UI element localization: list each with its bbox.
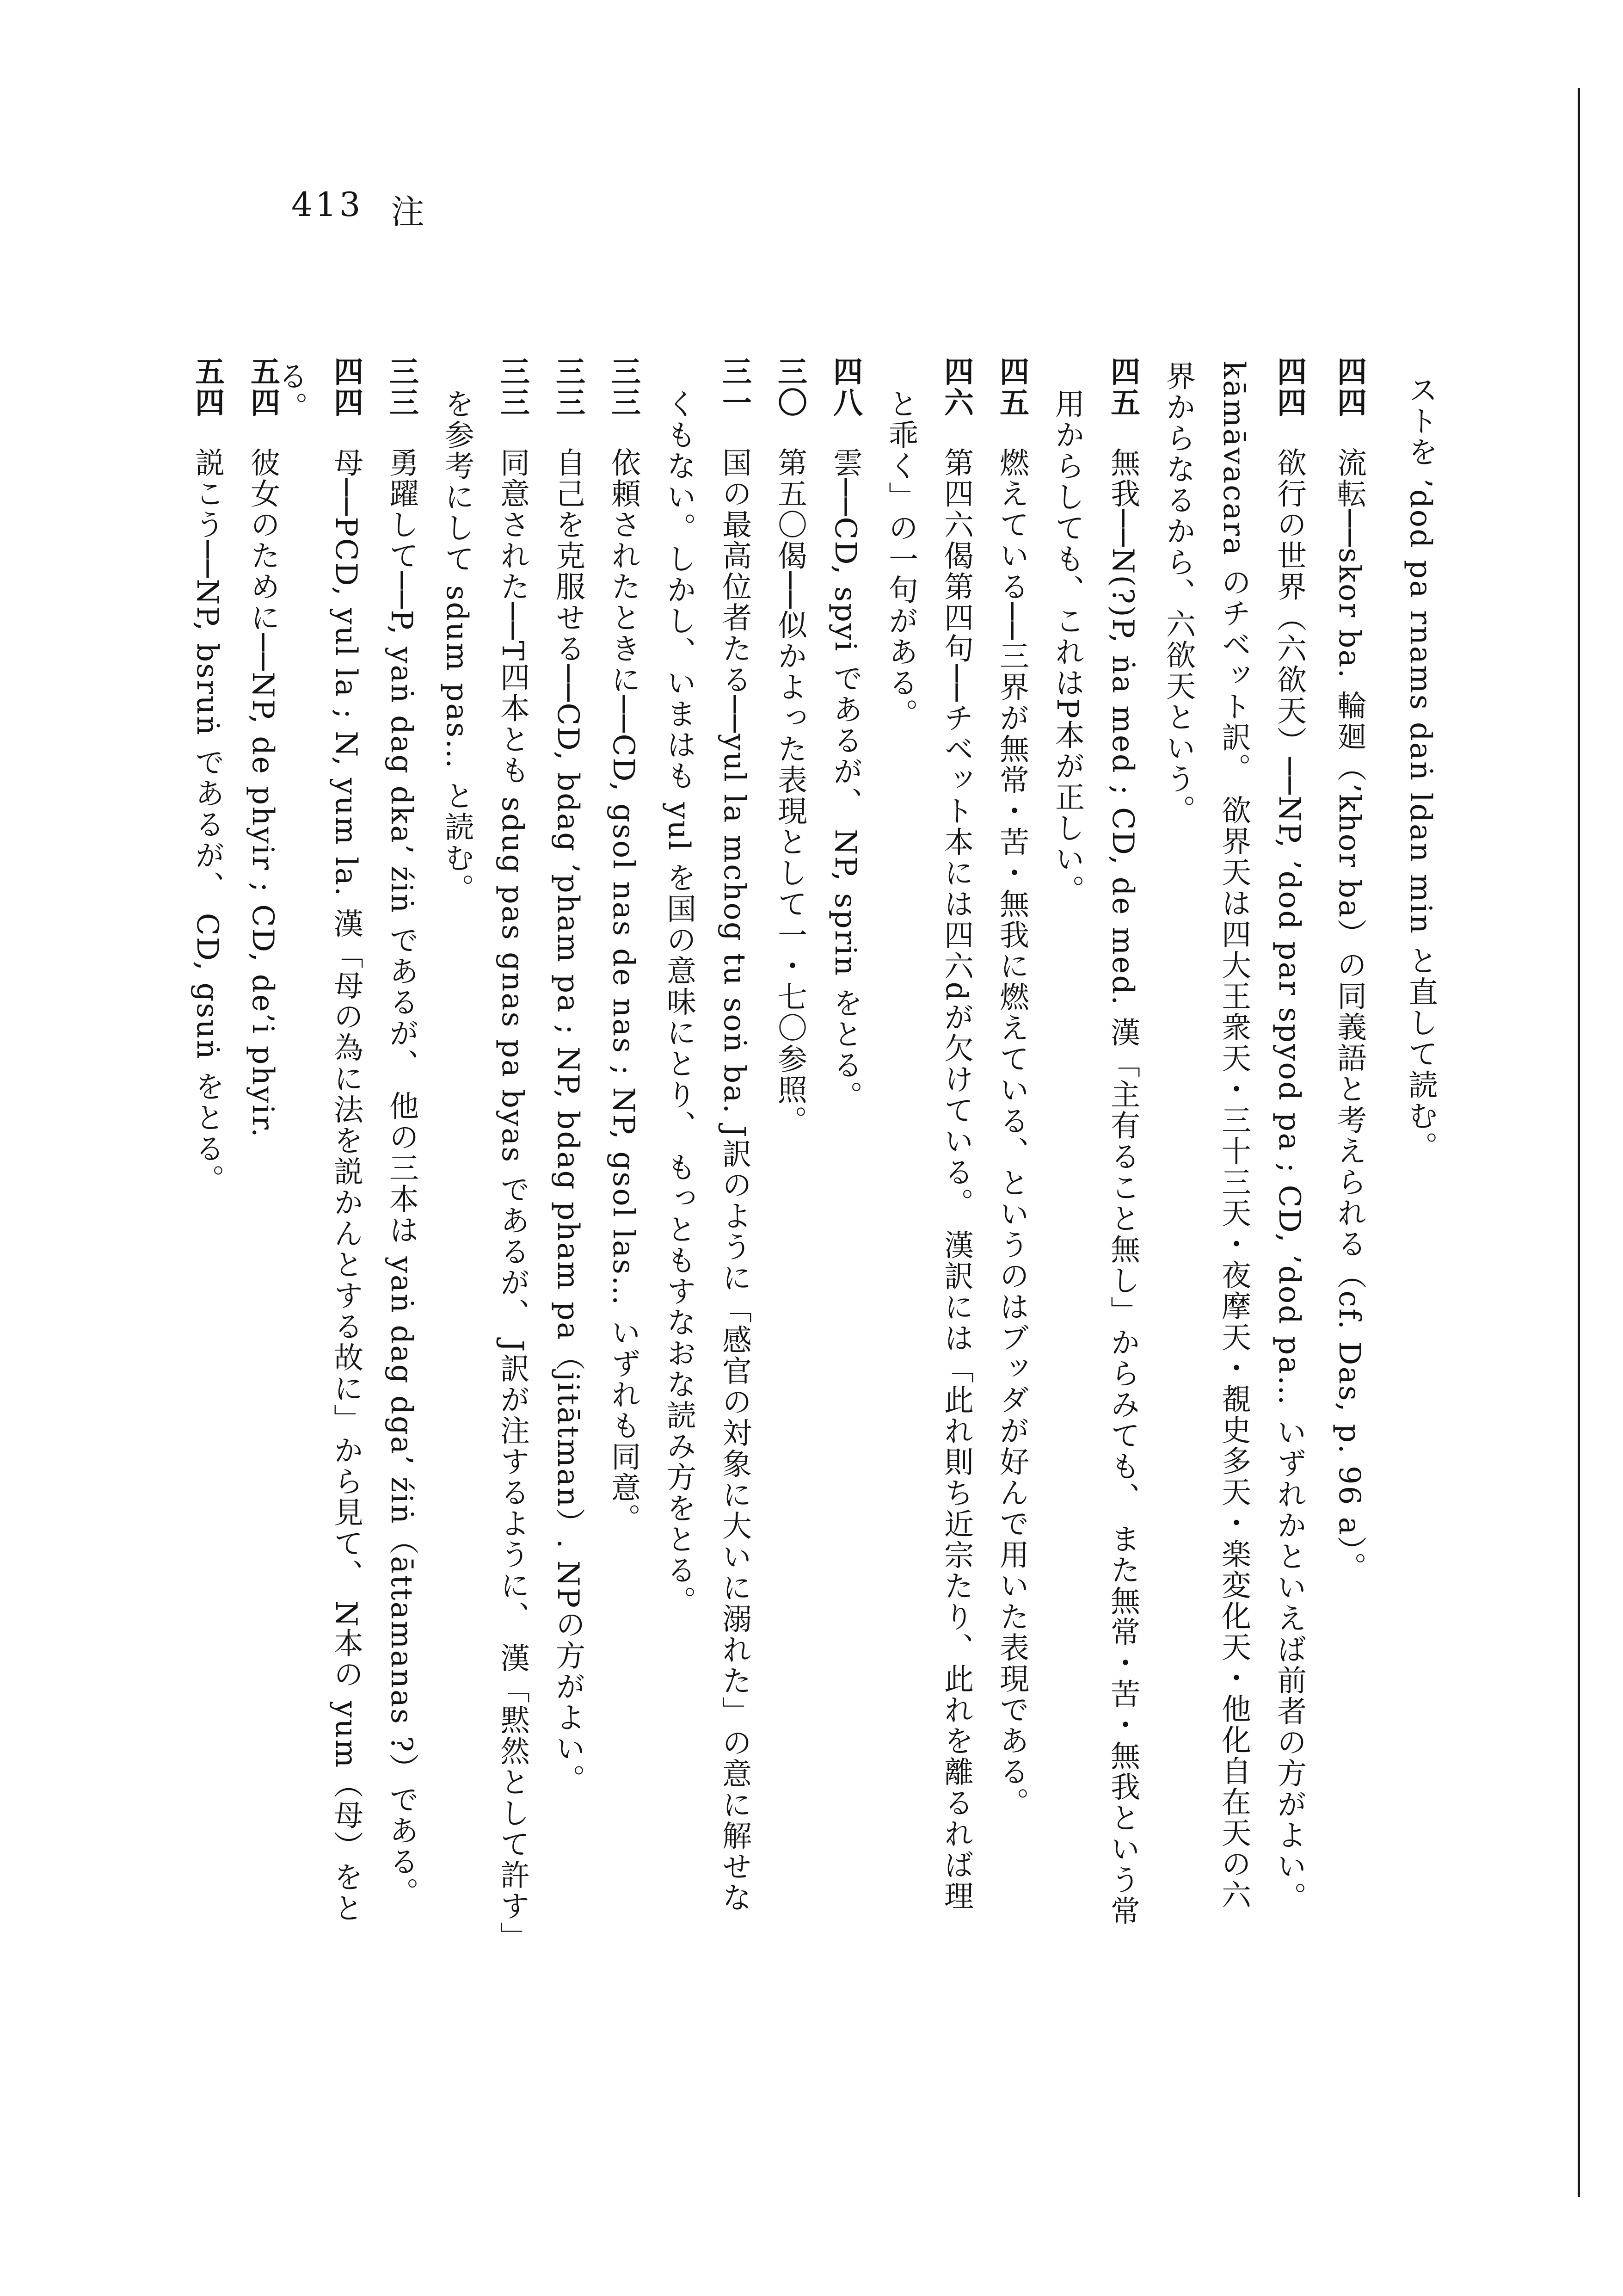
note-line <box>990 356 1034 2049</box>
note-number: 三三 <box>495 356 530 418</box>
note-line <box>435 370 479 2063</box>
note-text: kāmāvacara のチベット訳。 欲界天は四大王衆天・三十三天・夜摩天・覩史多天・楽変化天・他化自在天の六 <box>1217 361 1251 1911</box>
note-number: 四四 <box>329 356 363 418</box>
note-text: 説こう──NP, bsruṅ であるが、 CD, gsuṅ をとる。 <box>190 447 224 1195</box>
note-text: 用からしても、これはP本が正しい。 <box>1050 389 1084 906</box>
note-text: ストを ’dod pa rnams daṅ ldan min と直して読む。 <box>1403 375 1438 1163</box>
note-line <box>712 356 756 2049</box>
note-line <box>379 356 424 2049</box>
note-text: 同意された──T四本とも sdug pas gnas pa byas であるが、 J訳が注するように、 漢「黙然として許す」 <box>495 447 529 1953</box>
note-number: 三一 <box>717 356 752 418</box>
note-text: 欲行の世界（六欲天）──NP, ’dod par spyod pa ; CD, ’dod pa… いずれかといえば前者の方がよい。 <box>1272 447 1306 1913</box>
note-text: くもない。しかし、いまはも yul を国の意味にとり、 もっともすなおな読み方をとる。 <box>662 389 696 1617</box>
note-number: 四四 <box>1332 356 1367 418</box>
note-text: 第五〇偈──似かよった表現として一・七〇参照。 <box>773 447 807 1137</box>
note-text: 流転──skor ba. 輪廻（’khor ba）の同義語と考えられる（cf. Das, p. 96 a）。 <box>1332 447 1366 1583</box>
note-line <box>823 356 867 2049</box>
note-line <box>1156 342 1200 2035</box>
note-line <box>324 356 368 2049</box>
note-text: 第四六偈第四句──チベット本には四六dが欠けている。 漢訳には「此れ則ち近宗たり、此れを離るれば理 <box>939 447 973 1912</box>
note-text: を参考にして sdum pas… と読む。 <box>440 389 474 905</box>
note-text: 国の最高位者たる──yul la mchog tu soṅ ba. J訳のように「感官の対象に大いに溺れた」の意に解せな <box>717 447 751 1913</box>
note-line <box>934 356 978 2049</box>
running-head <box>291 185 427 233</box>
note-number: 五四 <box>190 356 225 418</box>
note-line <box>1398 356 1443 2049</box>
section-label: 注 <box>391 192 427 231</box>
note-line <box>1100 356 1145 2049</box>
note-line <box>1045 370 1089 2063</box>
note-text: 彼女のために──NP, de phyir ; CD, de’i phyir. <box>246 447 280 1139</box>
note-number: 四五 <box>995 356 1029 418</box>
note-line <box>657 370 701 2063</box>
note-line <box>240 356 285 2049</box>
note-text: 燃えている──三界が無常・苦・無我に燃えている、というのはブッダが好んで用いた表現である。 <box>995 447 1029 1819</box>
note-number: 四五 <box>1106 356 1140 418</box>
note-number: 三〇 <box>773 356 807 418</box>
note-number: 五四 <box>246 356 280 418</box>
note-text: 母──PCD, yul la ; N, yum la. 漢「母の為に法を説かんとする故に」から見て、 N本の yum（母）をと <box>329 447 363 1924</box>
note-number: 三三 <box>384 356 419 418</box>
note-line <box>1327 356 1371 2049</box>
note-text: 依頼されたときに──CD, gsol nas de nas ; NP, gsol las… いずれも同意。 <box>606 447 640 1535</box>
binding-line <box>1578 88 1580 2197</box>
note-line <box>768 356 812 2049</box>
note-text: 勇躍して──P, yaṅ dag dka’ źiṅ であるが、 他の三本は yaṅ dag dga’ źiṅ（āttamanas ?）である。 <box>384 447 418 1908</box>
note-number: 四八 <box>828 356 863 418</box>
note-text: 自己を克服せる──CD, bdag ’pham pa ; NP, bdag pham pa（jitātman）. NPの方がよい。 <box>551 447 585 1795</box>
note-line <box>185 356 229 2049</box>
note-number: 四四 <box>1272 356 1307 418</box>
page-number: 413 <box>291 185 363 224</box>
note-number: 三三 <box>551 356 585 418</box>
note-line <box>1211 342 1256 2035</box>
note-text: 無我──N(?)P, ṅa med ; CD, de med. 漢「主有ること無し」からみても、 また無常・苦・無我という常 <box>1106 447 1140 1927</box>
note-text: る。 <box>273 361 307 423</box>
note-line <box>1267 356 1311 2049</box>
note-text: 界からなるから、六欲天という。 <box>1161 361 1195 826</box>
note-line <box>490 356 535 2049</box>
note-line <box>546 356 590 2049</box>
note-number: 四六 <box>939 356 974 418</box>
note-number: 三三 <box>606 356 641 418</box>
note-text: 雲──CD, spyi であるが、 NP, sprin をとる。 <box>828 447 862 1112</box>
note-line <box>879 370 923 2063</box>
note-line <box>601 356 646 2049</box>
note-text: と乖く」の一句がある。 <box>884 389 918 729</box>
